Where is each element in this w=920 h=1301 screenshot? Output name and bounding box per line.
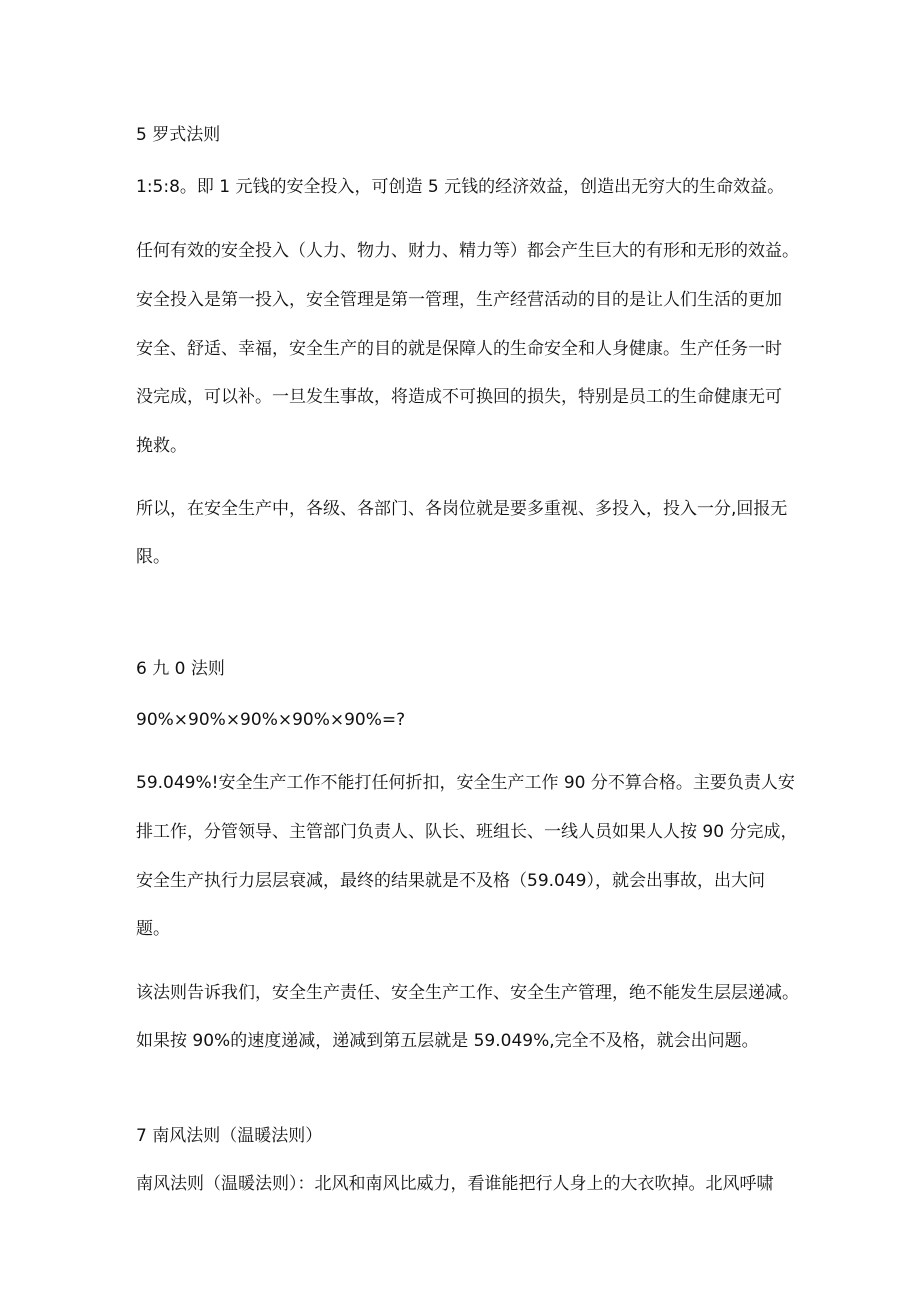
paragraph-line: 南风法则（温暖法则）：北风和南风比威力，看谁能把行人身上的大衣吹掉。北风呼啸: [136, 1174, 774, 1194]
paragraph-line: 1:5:8。即 1 元钱的安全投入，可创造 5 元钱的经济效益，创造出无穷大的生命效益。: [136, 177, 785, 197]
paragraph-line: 安全投入是第一投入，安全管理是第一管理，生产经营活动的目的是让人们生活的更加: [136, 290, 782, 310]
paragraph-line: 所以，在安全生产中，各级、各部门、各岗位就是要多重视、多投入，投入一分,回报无: [136, 499, 788, 519]
paragraph-line: 59.049%!安全生产工作不能打任何折扣，安全生产工作 90 分不算合格。主要负责人安: [136, 773, 795, 793]
paragraph-line: 安全生产执行力层层衰减，最终的结果就是不及格（59.049），就会出事故，出大问: [136, 871, 765, 891]
paragraph-line: 如果按 90%的速度递减，递减到第五层就是 59.049%,完全不及格，就会出问题。: [136, 1031, 759, 1051]
paragraph-line: 排工作，分管领导、主管部门负责人、队长、班组长、一线人员如果人人按 90 分完成，: [136, 822, 798, 842]
paragraph-line: 90%×90%×90%×90%×90%=?: [136, 710, 406, 730]
paragraph-line: 该法则告诉我们，安全生产责任、安全生产工作、安全生产管理，绝不能发生层层递减。: [136, 983, 799, 1003]
paragraph-line: 没完成，可以补。一旦发生事故，将造成不可换回的损失，特别是员工的生命健康无可: [136, 387, 782, 407]
paragraph-line: 限。: [136, 547, 170, 567]
paragraph-line: 题。: [136, 919, 170, 939]
paragraph-line: 安全、舒适、幸福，安全生产的目的就是保障人的生命安全和人身健康。生产任务一时: [136, 339, 782, 359]
paragraph-line: 挽救。: [136, 436, 187, 456]
paragraph-line: 任何有效的安全投入（人力、物力、财力、精力等）都会产生巨大的有形和无形的效益。: [136, 241, 799, 261]
section-heading: 6 九 0 法则: [136, 659, 225, 679]
section-heading: 7 南风法则（温暖法则）: [136, 1126, 323, 1146]
section-heading: 5 罗式法则: [136, 125, 221, 145]
